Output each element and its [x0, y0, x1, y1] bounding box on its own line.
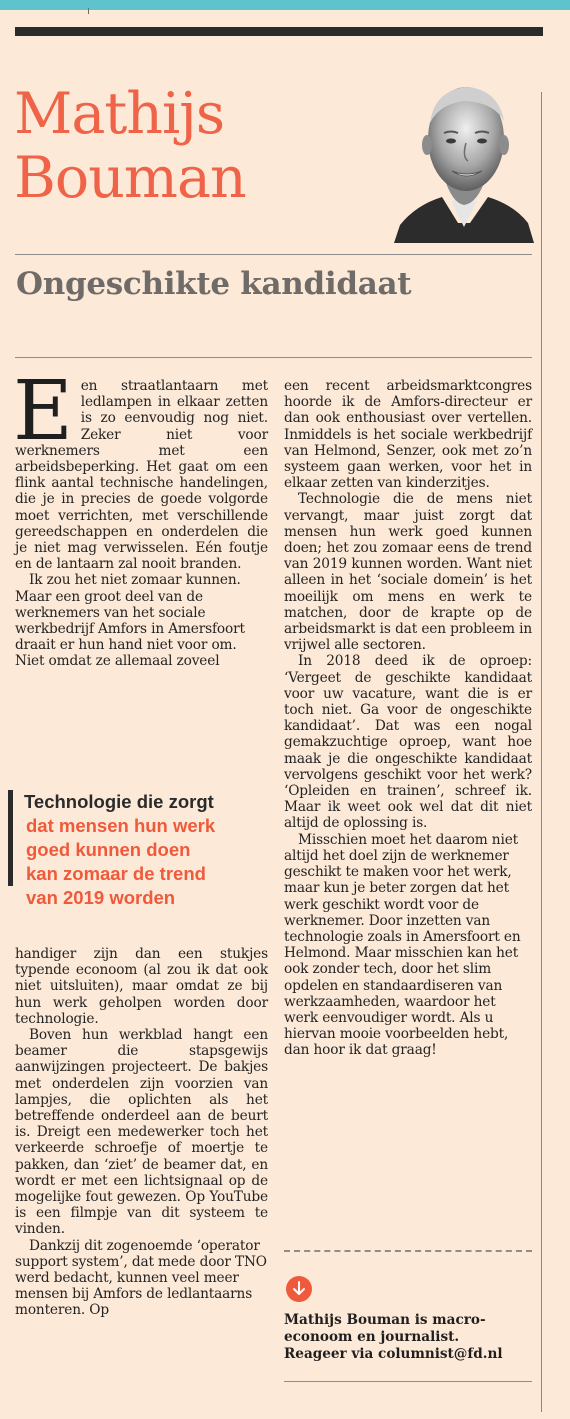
author-photo — [394, 77, 534, 243]
author-bio — [284, 1312, 532, 1363]
title-top-rule — [15, 254, 532, 255]
bio-divider — [284, 1250, 532, 1252]
pull-quote-bar — [8, 790, 13, 886]
paragraph: Ik zou het niet zomaar kunnen. Maar een groot deel van de werknemers van het sociale werkbedrijf Amfors in Amersfoort draait er hun hand niet voor om. Niet omdat ze allemaal zoveel — [15, 572, 245, 670]
column-1-bottom — [15, 946, 268, 1319]
author-first-name: Mathijs — [14, 81, 225, 147]
paragraph: Dankzij dit zogenoemde ‘operator support system’, dat mede door TNO werd bedacht, kunnen veel meer mensen bij Amfors de ledlantaarns monteren. Op — [15, 1237, 267, 1319]
column-2 — [284, 378, 532, 1059]
pull-quote — [18, 790, 274, 910]
paragraph-text: en straatlantaarn met ledlampen in elkaar zetten is zo eenvoudig nog niet. Zeker niet voor werknemers met een arbeidsbeperking. Het gaat om een flink aantal technische handelingen, die je in precies de goede volgorde moet verrichten, met verschillende gereedschappen en onderdelen die je niet mag verwisselen. Eén foutje en de lantaarn zal nooit branden. — [15, 378, 268, 573]
paragraph: Boven hun werkblad hangt een beamer die stapsgewijs aanwijzingen projecteert. De bakjes met onderdelen zijn voorzien van lampjes, die oplichten als het betreffende onderdeel aan de beurt is. Dreigt een medewerker toch het verkeerde schroefje of moertje te pakken, dan ‘ziet’ de beamer dat, en wordt er met een lichtsignaal op de mogelijke fout gewezen. Op YouTube is een filmpje van dit systeem te vinden. — [15, 1027, 268, 1238]
pull-quote-line: dat mensen hun werk — [26, 815, 216, 836]
article-title: Ongeschikte kandidaat — [16, 266, 412, 302]
pull-quote-line: goed kunnen doen — [26, 839, 191, 860]
paragraph: Technologie die de mens niet vervangt, maar juist zorgt dat mensen hun werk goed kunnen doen; het zou zomaar eens de trend van 2019 kunnen worden. Want niet alleen in het ‘sociale domein’ is het moeilijk om mens en werk te matchen, door de krapte op de arbeidsmarkt is dat een probleem in vrijwel alle sectoren. — [284, 491, 532, 654]
column-1-top — [13, 364, 268, 670]
author-last-name: Bouman — [14, 145, 246, 211]
top-bar-tick — [88, 8, 89, 14]
paragraph: handiger zijn dan een stukjes typende econoom (al zou ik dat ook niet uitsluiten), maar omdat ze bij hun werk geholpen worden door technologie. — [15, 946, 268, 1027]
bio-line: econoom en journalist. — [284, 1329, 460, 1345]
paragraph: een recent arbeidsmarktcongres hoorde ik de Amfors-directeur er dan ook enthousiast over vertellen. Inmiddels is het sociale werkbedrijf van Helmond, Senzer, ook met zo’n systeem gaan werken, voor het in elkaar zetten van kinderzitjes. — [284, 378, 532, 492]
pull-quote-line: Technologie die zorgt — [24, 791, 214, 812]
arrow-down-icon — [286, 1276, 312, 1302]
pull-quote-line: kan zomaar de trend — [26, 863, 206, 884]
paragraph: In 2018 deed ik de oproep: ‘Vergeet de geschikte kandidaat voor uw vacature, want die is er toch niet. Ga voor de ongeschikte kandidaat’. Dat was een nogal gemakzuchtige oproep, want hoe maak je die ongeschikte kandidaat vervolgens geschikt voor het werk? ‘Opleiden en trainen’, schreef ik. Maar ik weet ook wel dat dit niet altijd de oplossing is. — [284, 653, 532, 832]
title-bottom-rule — [15, 357, 532, 358]
column-edge-rule — [541, 92, 542, 1412]
pull-quote-line: van 2019 worden — [26, 887, 176, 908]
author-name — [14, 82, 246, 210]
bio-line: Mathijs Bouman is macro- — [284, 1312, 486, 1328]
bottom-rule — [284, 1381, 532, 1382]
top-bar — [0, 0, 570, 10]
paragraph — [13, 364, 268, 573]
header-rule — [15, 27, 543, 36]
paragraph: Misschien moet het daarom niet altijd het doel zijn de werknemer geschikt te maken voor het werk, maar kun je beter zorgen dat het werk geschikt wordt voor de werknemer. Door inzetten van technologie zoals in Amersfoort en Helmond. Maar misschien kan het ook zonder tech, door het slim opdelen en standaardiseren van werkzaamheden, waardoor het werk eenvoudiger wordt. Als u hiervan mooie voorbeelden hebt, dan hoor ik dat graag! — [284, 831, 521, 1059]
bio-line: Reageer via columnist@fd.nl — [284, 1346, 503, 1362]
drop-cap: E — [13, 364, 73, 459]
